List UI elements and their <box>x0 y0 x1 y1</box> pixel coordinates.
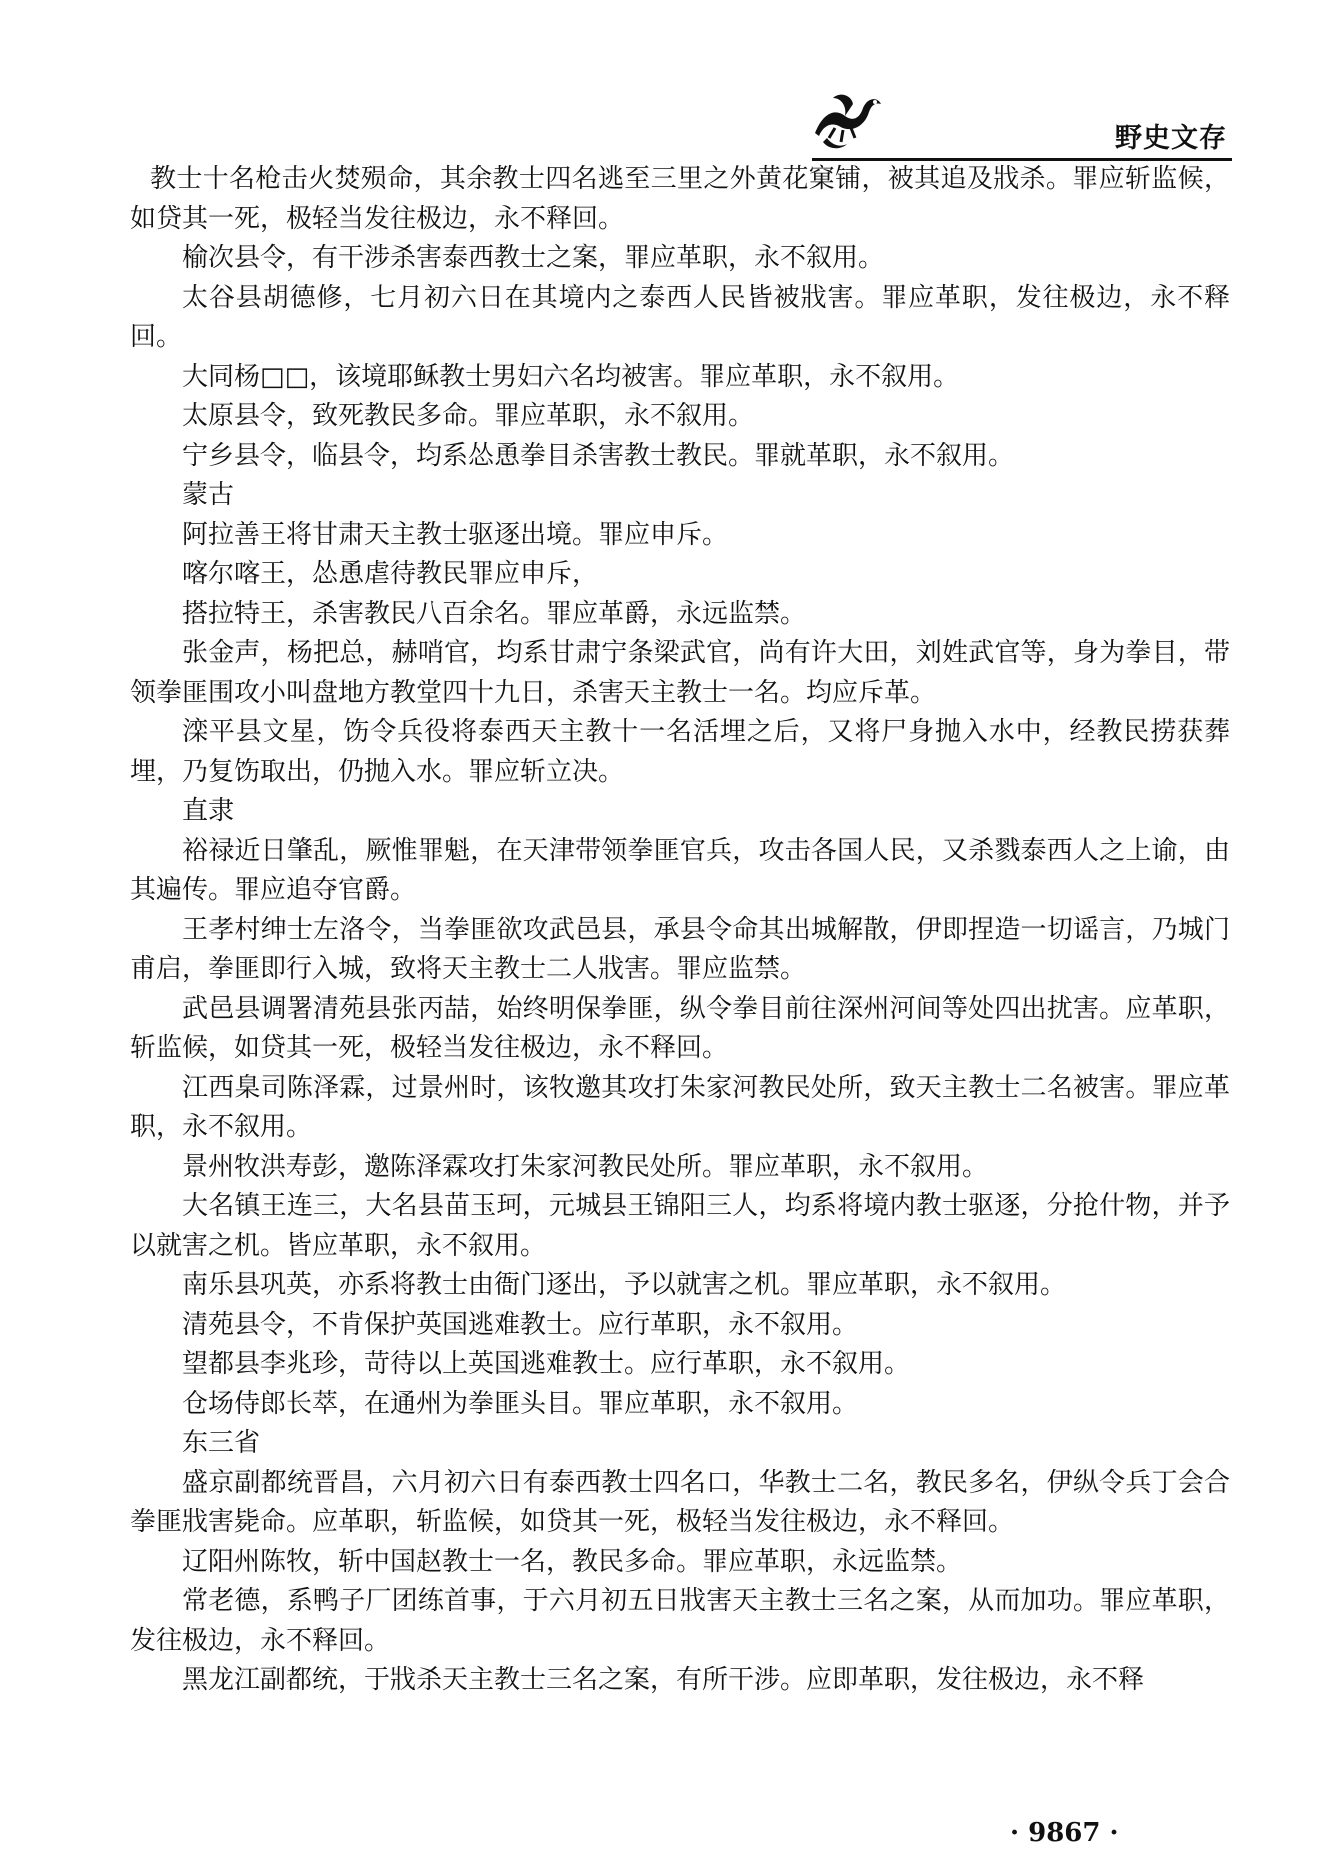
text-paragraph: 教士十名枪击火焚殒命，其余教士四名逃至三里之外黄花窠铺，被其追及戕杀。罪应斩监候，如贷其一死，极轻当发往极边，永不释回。 <box>130 164 1230 234</box>
text-paragraph: 搭拉特王，杀害教民八百余名。罪应革爵，永远监禁。 <box>182 598 807 629</box>
dragon-icon <box>805 78 885 158</box>
text-paragraph: 清苑县令，不肯保护英国逃难教士。应行革职，永不叙用。 <box>182 1309 859 1340</box>
text-paragraph: 喀尔喀王，怂恿虐待教民罪应申斥， <box>182 559 599 589</box>
text-paragraph: 武邑县调署清苑县张丙喆，始终明保拳匪，纵令拳目前往深州河间等处四出扰害。应革职，斩监候，如贷其一死，极轻当发往极边，永不释回。 <box>130 993 1230 1063</box>
text-paragraph: 张金声，杨把总，赫哨官，均系甘肃宁条梁武官，尚有许大田，刘姓武官等，身为拳目，带领拳匪围攻小叫盘地方教堂四十九日，杀害天主教士一名。均应斥革。 <box>130 638 1230 708</box>
text-paragraph: 常老德，系鸭子厂团练首事，于六月初五日戕害天主教士三名之案，从而加功。罪应革职，发往极边，永不释回。 <box>130 1586 1230 1656</box>
text-paragraph: 太谷县胡德修，七月初六日在其境内之泰西人民皆被戕害。罪应革职，发往极边，永不释回。 <box>130 282 1230 352</box>
text-paragraph: 榆次县令，有干涉杀害泰西教士之案，罪应革职，永不叙用。 <box>182 243 885 273</box>
section-heading: 东三省 <box>182 1428 261 1458</box>
text-paragraph: 辽阳州陈牧，斩中国赵教士一名，教民多命。罪应革职，永远监禁。 <box>182 1546 963 1577</box>
page-number: · 9867 · <box>1010 1818 1119 1848</box>
text-paragraph: 王孝村绅士左洛令，当拳匪欲攻武邑县，承县令命其出城解散，伊即捏造一切谣言，乃城门甫启，拳匪即行入城，致将天主教士二人戕害。罪应监禁。 <box>130 914 1230 984</box>
text-paragraph: 望都县李兆珍，苛待以上英国逃难教士。应行革职，永不叙用。 <box>182 1349 911 1379</box>
section-heading: 蒙古 <box>182 480 235 510</box>
text-paragraph: 仓场侍郎长萃，在通州为拳匪头目。罪应革职，永不叙用。 <box>182 1388 859 1419</box>
header-title: 野史文存 <box>1115 123 1227 154</box>
text-paragraph: 盛京副都统晋昌，六月初六日有泰西教士四名口，华教士二名，教民多名，伊纵令兵丁会合拳匪戕害毙命。应革职，斩监候，如贷其一死，极轻当发往极边，永不释回。 <box>130 1467 1230 1537</box>
text-paragraph: 阿拉善王将甘肃天主教士驱逐出境。罪应申斥。 <box>182 519 729 550</box>
text-paragraph: 太原县令，致死教民多命。罪应革职，永不叙用。 <box>182 401 755 431</box>
text-paragraph: 大同杨□□，该境耶稣教士男妇六名均被害。罪应革职，永不叙用。 <box>182 361 960 392</box>
section-heading: 直隶 <box>182 796 235 826</box>
text-paragraph: 南乐县巩英，亦系将教士由衙门逐出，予以就害之机。罪应革职，永不叙用。 <box>182 1270 1067 1300</box>
text-paragraph: 黑龙江副都统，于戕杀天主教士三名之案，有所干涉。应即革职，发往极边，永不释 <box>182 1665 1145 1695</box>
text-paragraph: 景州牧洪寿彭，邀陈泽霖攻打朱家河教民处所。罪应革职，永不叙用。 <box>182 1151 989 1182</box>
text-paragraph: 大名镇王连三，大名县苗玉珂，元城县王锦阳三人，均系将境内教士驱逐，分抢什物，并予以就害之机。皆应革职，永不叙用。 <box>130 1191 1230 1261</box>
page-header <box>0 0 1322 165</box>
text-paragraph: 宁乡县令，临县令，均系怂恿拳目杀害教士教民。罪就革职，永不叙用。 <box>182 440 1015 471</box>
page-body <box>130 160 1230 1701</box>
text-paragraph: 滦平县文星，饬令兵役将泰西天主教十一名活埋之后，又将尸身抛入水中，经教民捞获葬埋，乃复饬取出，仍抛入水。罪应斩立决。 <box>130 717 1230 787</box>
text-paragraph: 江西臬司陈泽霖，过景州时，该牧邀其攻打朱家河教民处所，致天主教士二名被害。罪应革职，永不叙用。 <box>130 1072 1230 1142</box>
text-paragraph: 裕禄近日肇乱，厥惟罪魁，在天津带领拳匪官兵，攻击各国人民，又杀戮泰西人之上谕，由其遍传。罪应追夺官爵。 <box>130 835 1230 905</box>
